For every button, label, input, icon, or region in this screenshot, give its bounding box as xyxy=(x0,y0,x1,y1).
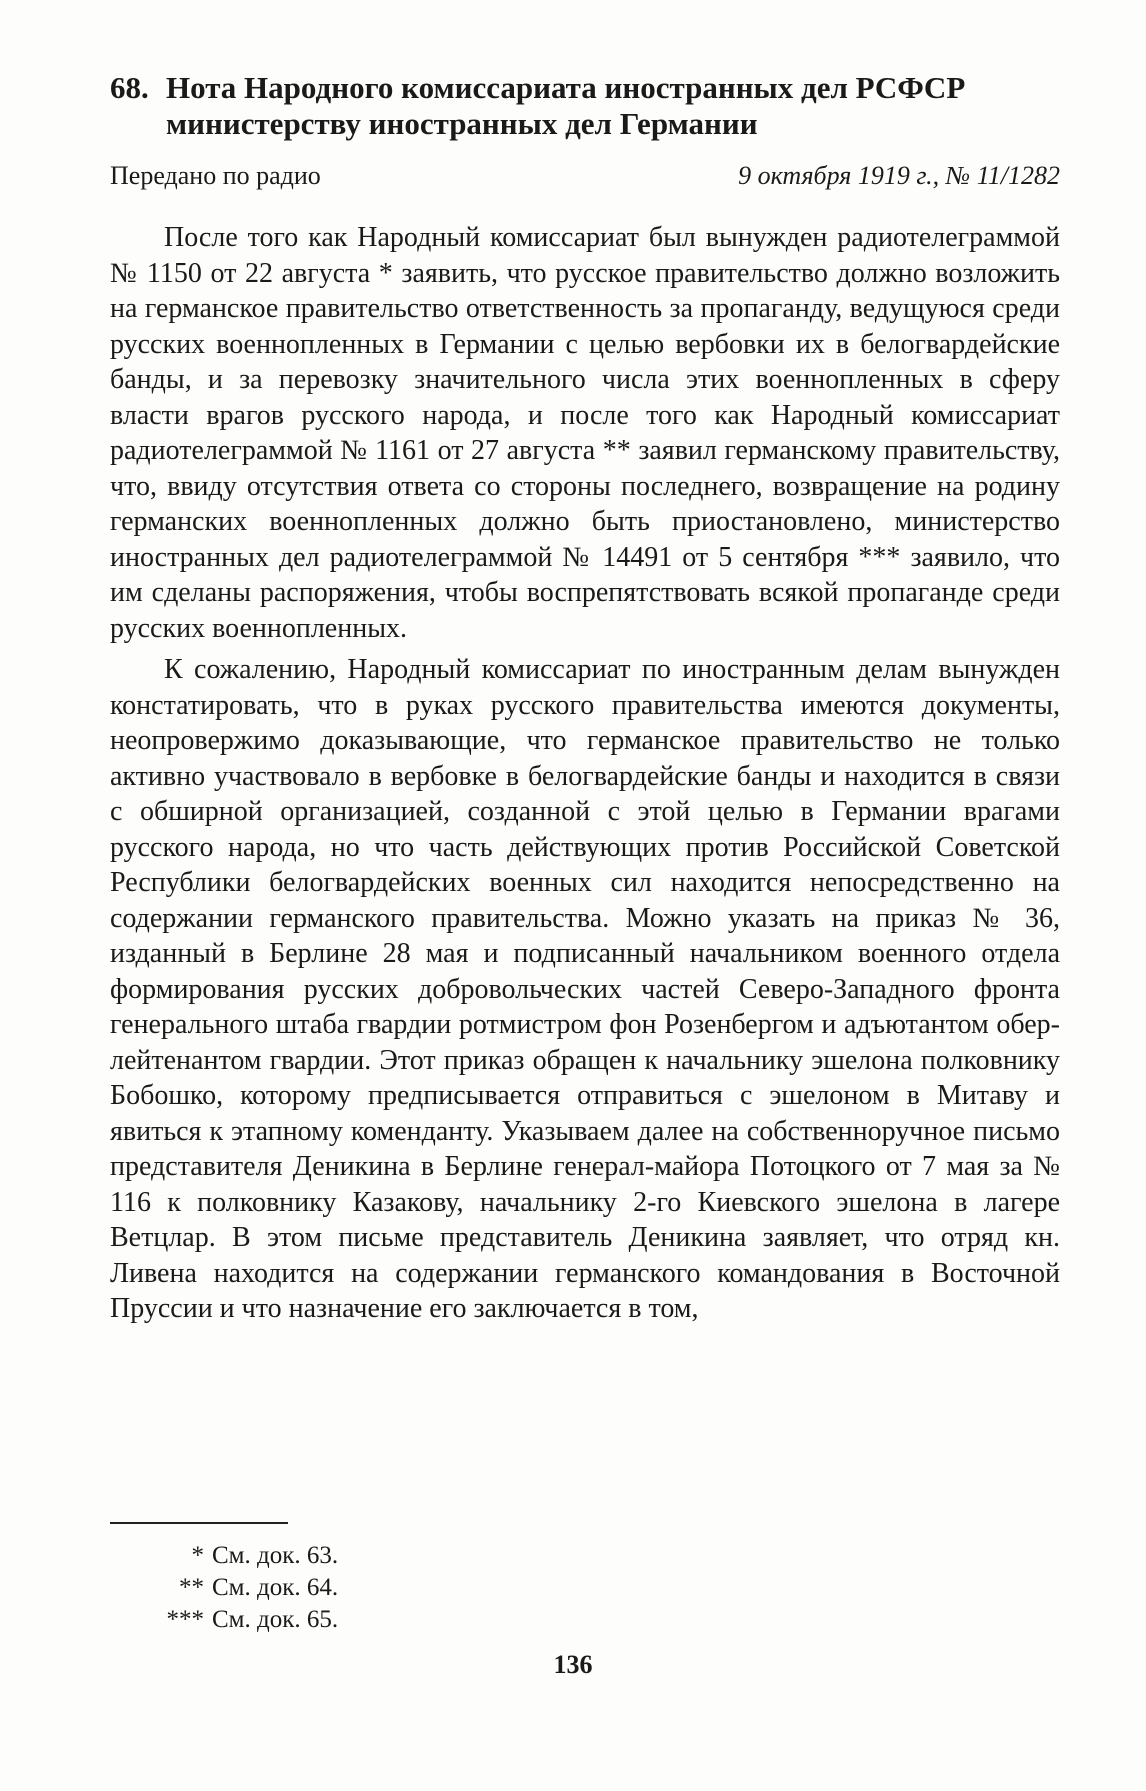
footnote-mark: * xyxy=(191,1542,204,1569)
date-reference: 9 октября 1919 г., № 11/1282 xyxy=(738,161,1060,190)
paragraph-2: К сожалению, Народный комиссариат по иностранным делам вынужден констатировать, что в руках русского правительства имеются документы, неопровержимо доказывающие, что германское правительство не только активно участвовало в вербовке в белогвардейские банды и находится в связи с обширной организацией, созданной с этой целью в Германии врагами русского народа, но что часть действующих против Российской Советской Республики белогвардейских военных сил находится непосредственно на содержании германского правительства. Можно указать на приказ № 36, изданный в Берлине 28 мая и подписанный начальником военного отдела формирования русских добровольческих частей Северо-Западного фронта генерального штаба гвардии ротмистром фон Розенбергом и адъютантом обер-лейтенантом гвардии. Этот приказ обращен к начальнику эшелона полковнику Бобошко, которому предписывается отправиться с эшелоном в Митаву и явиться к этапному коменданту. Указываем далее на собственноручное письмо представителя Деникина в Берлине генерал-майора Потоцкого от 7 мая за № 116 к полковнику Казакову, начальнику 2-го Киевского эшелона в лагере Ветцлар. В этом письме представитель Деникина заявляет, что отряд кн. Ливена находится на содержании германского командования в Восточной Пруссии и что назначение его заключается в том, xyxy=(110,654,1060,1324)
footnote-mark: *** xyxy=(166,1606,204,1633)
page-number: 136 xyxy=(553,1650,593,1679)
document-title-line2: министерству иностранных дел Германии xyxy=(166,106,758,141)
footnote-text: См. док. 65. xyxy=(212,1606,339,1633)
document-heading xyxy=(110,70,1060,142)
footnote-item xyxy=(150,1572,338,1604)
footnote-mark: ** xyxy=(179,1574,204,1601)
document-meta xyxy=(110,158,1060,194)
document-number: 68. xyxy=(110,70,149,105)
footnote-text: См. док. 63. xyxy=(212,1542,339,1569)
document-body xyxy=(110,220,1060,1327)
footnote-item xyxy=(150,1540,338,1572)
transmission-note: Передано по радио xyxy=(110,161,321,190)
footnote-divider xyxy=(110,1522,288,1524)
document-title-line1: Нота Народного комиссариата иностранных дел РСФСР xyxy=(166,70,966,105)
paragraph-1: После того как Народный комиссариат был вынужден радиотелеграммой № 1150 от 22 августа * заявить, что русское правительство должно возложить на германское правительство ответственность за пропаганду, ведущуюся среди русских военнопленных в Германии с целью вербовки их в белогвардейские банды, и за перевозку значительного числа этих военнопленных в сферу власти врагов русского народа, и после того как Народный комиссариат радиотелеграммой № 1161 от 27 августа ** заявил германскому правительству, что, ввиду отсутствия ответа со стороны последнего, возвращение на родину германских военнопленных должно быть приостановлено, министерство иностранных дел радиотелеграммой № 14491 от 5 сентября *** заявило, что им сделаны распоряжения, чтобы воспрепятствовать всякой пропаганде среди русских военнопленных. xyxy=(110,222,1060,644)
footnote-text: См. док. 64. xyxy=(212,1574,339,1601)
footnote-item xyxy=(150,1604,338,1636)
footnotes xyxy=(150,1540,338,1636)
